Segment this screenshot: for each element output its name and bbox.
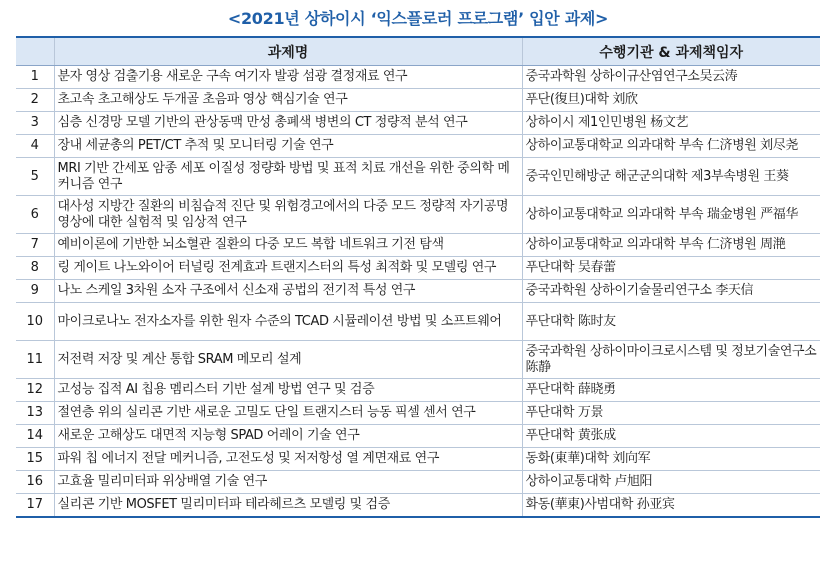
project-title: 실리콘 기반 MOSFET 밀리미터파 테라헤르츠 모델링 및 검증 <box>54 494 522 518</box>
table-row <box>16 494 820 518</box>
project-title: 분자 영상 검출기용 새로운 구속 여기자 발광 섬광 결정재료 연구 <box>54 66 522 89</box>
table-row <box>16 303 820 341</box>
table-row <box>16 402 820 425</box>
table-row <box>16 448 820 471</box>
organization: 푸단대학 薛晓勇 <box>522 379 820 402</box>
organization: 상하이교통대학교 의과대학 부속 仁济병원 周滟 <box>522 234 820 257</box>
organization: 푸단대학 吴春蕾 <box>522 257 820 280</box>
project-title: 절연층 위의 실리콘 기반 새로운 고밀도 단일 트랜지스터 능동 픽셀 센서 연구 <box>54 402 522 425</box>
table-row <box>16 341 820 379</box>
row-number: 14 <box>16 425 54 448</box>
row-number: 3 <box>16 112 54 135</box>
project-title: 나노 스케일 3차원 소자 구조에서 신소재 공법의 전기적 특성 연구 <box>54 280 522 303</box>
organization: 화동(華東)사범대학 孙亚宾 <box>522 494 820 518</box>
table-row <box>16 234 820 257</box>
row-number: 6 <box>16 196 54 234</box>
document-title: <2021년 상하이시 ‘익스플로러 프로그램’ 입안 과제> <box>227 9 609 28</box>
project-title: 마이크로나노 전자소자를 위한 원자 수준의 TCAD 시뮬레이션 방법 및 소프트웨어 <box>54 303 522 341</box>
project-title: 대사성 지방간 질환의 비침습적 진단 및 위험경고에서의 다중 모드 정량적 자기공명영상에 대한 실험적 및 임상적 연구 <box>54 196 522 234</box>
project-title: 저전력 저장 및 계산 통합 SRAM 메모리 설계 <box>54 341 522 379</box>
table-row <box>16 379 820 402</box>
table-row <box>16 135 820 158</box>
row-number: 12 <box>16 379 54 402</box>
project-title: 장내 세균총의 PET/CT 추적 및 모니터링 기술 연구 <box>54 135 522 158</box>
organization: 푸단(復旦)대학 刘欣 <box>522 89 820 112</box>
row-number: 17 <box>16 494 54 518</box>
row-number: 2 <box>16 89 54 112</box>
organization: 상하이교통대학 卢旭阳 <box>522 471 820 494</box>
table-row <box>16 89 820 112</box>
table-header-row <box>16 37 820 66</box>
table-row <box>16 66 820 89</box>
table-row <box>16 425 820 448</box>
organization: 푸단대학 黄张成 <box>522 425 820 448</box>
project-table <box>16 36 820 518</box>
table-row <box>16 112 820 135</box>
row-number: 4 <box>16 135 54 158</box>
row-number: 8 <box>16 257 54 280</box>
project-title: 파워 칩 에너지 전달 메커니즘, 고전도성 및 저저항성 열 계면재료 연구 <box>54 448 522 471</box>
table-row <box>16 280 820 303</box>
organization: 푸단대학 万景 <box>522 402 820 425</box>
project-title: 고성능 집적 AI 칩용 멤리스터 기반 설계 방법 연구 및 검증 <box>54 379 522 402</box>
project-title: 예비이론에 기반한 뇌소혈관 질환의 다중 모드 복합 네트워크 기전 탐색 <box>54 234 522 257</box>
project-title: 고효율 밀리미터파 위상배열 기술 연구 <box>54 471 522 494</box>
organization: 중국과학원 상하이마이크로시스템 및 정보기술연구소 陈静 <box>522 341 820 379</box>
organization: 상하이시 제1인민병원 杨文艺 <box>522 112 820 135</box>
table-row <box>16 196 820 234</box>
header-project-title: 과제명 <box>54 37 522 66</box>
organization: 상하이교통대학교 의과대학 부속 瑞金병원 严福华 <box>522 196 820 234</box>
organization: 중국인민해방군 해군군의대학 제3부속병원 王葵 <box>522 158 820 196</box>
row-number: 7 <box>16 234 54 257</box>
row-number: 15 <box>16 448 54 471</box>
row-number: 10 <box>16 303 54 341</box>
organization: 중국과학원 상하이규산염연구소吴云涛 <box>522 66 820 89</box>
project-title: 심층 신경망 모델 기반의 관상동맥 만성 총폐색 병변의 CT 정량적 분석 연구 <box>54 112 522 135</box>
project-title: 새로운 고해상도 대면적 지능형 SPAD 어레이 기술 연구 <box>54 425 522 448</box>
row-number: 5 <box>16 158 54 196</box>
row-number: 11 <box>16 341 54 379</box>
organization: 상하이교통대학교 의과대학 부속 仁济병원 刘尽尧 <box>522 135 820 158</box>
project-title: MRI 기반 간세포 암종 세포 이질성 정량화 방법 및 표적 치료 개선을 위한 중의학 메커니즘 연구 <box>54 158 522 196</box>
header-number <box>16 37 54 66</box>
table-row <box>16 158 820 196</box>
project-title: 링 게이트 나노와이어 터널링 전계효과 트랜지스터의 특성 최적화 및 모델링 연구 <box>54 257 522 280</box>
project-title: 초고속 초고해상도 두개골 초음파 영상 핵심기술 연구 <box>54 89 522 112</box>
table-row <box>16 471 820 494</box>
row-number: 16 <box>16 471 54 494</box>
row-number: 13 <box>16 402 54 425</box>
organization: 동화(東華)대학 刘向军 <box>522 448 820 471</box>
row-number: 9 <box>16 280 54 303</box>
organization: 푸단대학 陈时友 <box>522 303 820 341</box>
table-row <box>16 257 820 280</box>
header-organization: 수행기관 & 과제책임자 <box>522 37 820 66</box>
organization: 중국과학원 상하이기술물리연구소 李天信 <box>522 280 820 303</box>
row-number: 1 <box>16 66 54 89</box>
